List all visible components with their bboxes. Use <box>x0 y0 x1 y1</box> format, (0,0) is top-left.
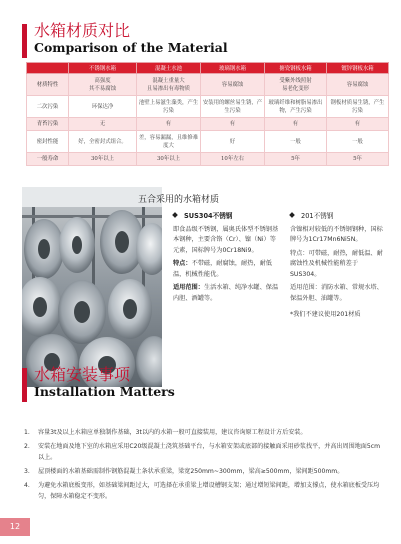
list-item: 3. 屋顶楼面的水箱基础需制作钢筋混凝土条状承重梁，梁宽250mm~300mm，梁高≥500mm，梁间距500mm。 <box>24 468 344 475</box>
sus304-features: 特点：不带磁，耐腐蚀，耐热，耐低温，机械性能优。 <box>173 260 272 278</box>
table-header <box>27 63 69 74</box>
steel-coils-photo <box>22 187 162 387</box>
table-cell: 好 <box>201 131 265 153</box>
table-row <box>27 74 389 96</box>
row-label: 密封性能 <box>27 131 69 153</box>
s201-scope: 适用范围：消防水箱、常规水塔、保温外胆、油罐等。 <box>290 284 383 302</box>
table-cell: 混凝土重量大 且易渗出有毒物质 <box>137 74 201 96</box>
diamond-bullet-icon <box>289 212 295 218</box>
table-header: 搪瓷钢板水箱 <box>265 63 327 74</box>
table-cell: 有 <box>327 118 389 131</box>
section-accent-bar <box>22 24 27 58</box>
row-label: 二次污染 <box>27 96 69 118</box>
list-item: 4. 为避免水箱底板变形，如基础梁间距过大，可选择在承重梁上增设槽钢支架；通过增短梁间距，增加支撑点，使水箱底板受压均匀，保障水箱稳定不变形。 <box>24 482 380 500</box>
table-cell: 钢板材质易生锈，产生污染 <box>327 96 389 118</box>
section-title: 水箱材质对比 <box>34 21 131 40</box>
table-cell: 安装用的螺丝易生锈，产生污染 <box>201 96 265 118</box>
table-cell: 差，容易漏漏，且维修难度大 <box>137 131 201 153</box>
sus304-scope: 适用范围：生活水箱、纯净水罐、保温内胆、酒罐等。 <box>173 284 279 302</box>
page-number: 12 <box>0 518 30 536</box>
steel-coils-illustration <box>22 187 162 387</box>
table-row <box>27 118 389 131</box>
s201-note: *我们不建议使用201材质 <box>290 311 361 318</box>
s201-column <box>290 211 386 321</box>
table-header-row <box>27 63 389 74</box>
table-cell: 受紫外线照射 易老化变形 <box>265 74 327 96</box>
table-cell: 有 <box>265 118 327 131</box>
section-subtitle: Comparison of the Material <box>34 40 228 55</box>
section-title: 水箱安装事项 <box>34 365 131 384</box>
table-cell: 好，全密封式组合。 <box>69 131 137 153</box>
table-cell: 一般 <box>265 131 327 153</box>
table-header: 镀锌钢板水箱 <box>327 63 389 74</box>
table-cell: 10年左右 <box>201 153 265 166</box>
table-cell: 30年以上 <box>137 153 201 166</box>
table-cell: 无 <box>69 118 137 131</box>
table-cell: 有 <box>201 118 265 131</box>
table-header: 混凝土水池 <box>137 63 201 74</box>
row-label: 青苔污染 <box>27 118 69 131</box>
s201-description: 含镍相对较低的不锈钢钢种，国标牌号为1Cr17Mn6Ni5N。 <box>290 225 383 243</box>
sus304-column <box>173 211 281 304</box>
table-cell: 一般 <box>327 131 389 153</box>
table-row <box>27 96 389 118</box>
table-cell: 环保达净 <box>69 96 137 118</box>
list-item: 2. 安装在地面及地下室的水箱应采用C20级混凝土浇筑基础平台，与水箱安架或底部的接触面采用砂浆找平，并高出周围地面5cm以上。 <box>24 443 381 461</box>
section-subtitle: Installation Matters <box>34 384 175 399</box>
table-cell: 有 <box>137 118 201 131</box>
sus304-heading: SUS304不锈钢 <box>173 211 281 222</box>
row-label: 一般寿命 <box>27 153 69 166</box>
diamond-bullet-icon <box>172 212 178 218</box>
table-cell: 5年 <box>265 153 327 166</box>
table-row <box>27 153 389 166</box>
list-item: 1. 容量3t及以上水箱应单独制作基础，3t以内的水箱一般可直接装用，建议咨询原工程设计方后安装。 <box>24 429 307 436</box>
table-cell: 容易腐蚀 <box>327 74 389 96</box>
sus304-description: 即食品级不锈钢，属奥氏体型不锈钢基本钢种，主要含铬（Cr）、镍（Ni）等元素，国标牌号为0Cr18Ni9。 <box>173 225 279 254</box>
materials-title: 五合采用的水箱材质 <box>138 195 220 205</box>
table-cell: 玻璃纤维和树脂易渗出物，产生污染 <box>265 96 327 118</box>
s201-features: 特点：可带磁，耐热，耐低温、耐腐蚀性及机械性能稍差于SUS304。 <box>290 249 383 278</box>
comparison-table <box>26 62 389 166</box>
s201-heading: 201不锈钢 <box>290 211 386 222</box>
table-cell: 30年以上 <box>69 153 137 166</box>
installation-steps <box>22 427 382 505</box>
table-header: 玻璃钢水箱 <box>201 63 265 74</box>
row-label: 材质特性 <box>27 74 69 96</box>
table-cell: 高强度 其不易腐蚀 <box>69 74 137 96</box>
table-cell: 容易腐蚀 <box>201 74 265 96</box>
table-header: 不锈钢水箱 <box>69 63 137 74</box>
table-cell: 池壁上易滋生藻类，产生污染 <box>137 96 201 118</box>
section-accent-bar <box>22 368 27 402</box>
table-cell: 5年 <box>327 153 389 166</box>
table-row <box>27 131 389 153</box>
